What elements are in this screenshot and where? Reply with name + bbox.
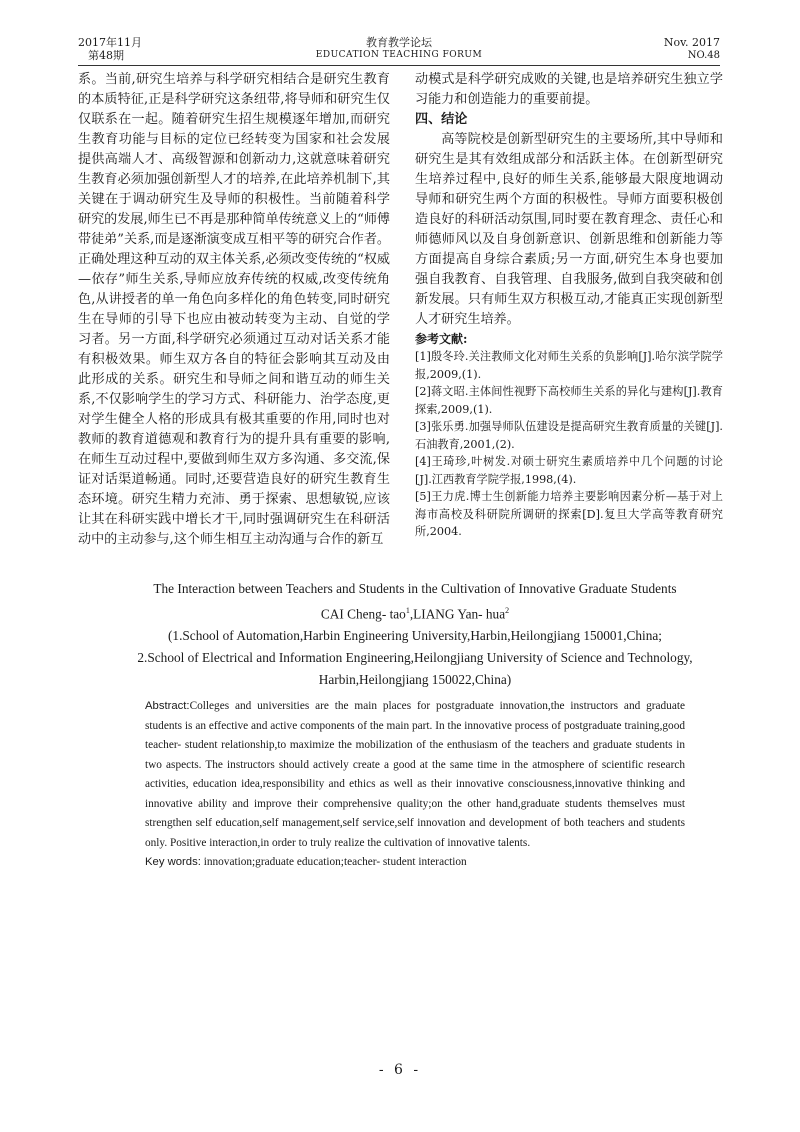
header-divider — [78, 65, 720, 66]
header-journal-cn: 教育教学论坛 — [366, 36, 432, 49]
keywords-label: Key words: — [145, 856, 201, 869]
reference-item: [4]王琦珍,叶树发.对硕士研究生素质培养中几个问题的讨论[J].江西教育学院学报,1998,(4). — [415, 455, 723, 486]
author-2-affil: 2 — [505, 606, 510, 615]
author-1: CAI Cheng- tao — [320, 606, 406, 622]
english-keywords — [145, 853, 685, 873]
header-date-cn: 2017年11月 — [78, 36, 142, 49]
english-authors — [145, 600, 685, 625]
affiliation-line-2: 2.School of Electrical and Information Engineering,Heilongjiang University of Science and Technology, — [137, 650, 693, 666]
page-header — [78, 36, 720, 66]
author-2: LIANG Yan- hua — [413, 606, 506, 622]
keywords-text: innovation;graduate education;teacher- student interaction — [200, 856, 467, 869]
conclusion-paragraph: 高等院校是创新型研究生的主要场所,其中导师和研究生是其有效组成部分和活跃主体。在创新型研究生培养过程中,良好的师生关系,能够最大限度地调动导师和研究生两个方面的积极性。导师方面要积极创造良好的科研活动氛围,同时要在教育理念、责任心和师德师风以及自身创新意识、创新思维和创新能力等方面提高自身综合素质;另一方面,研究生本身也要加强自我教育、自我管理、自我服务,做到自我突破和创新发展。只有师生双方积极互动,才能真正实现创新型人才研究生培养。 — [415, 132, 723, 327]
reference-item: [2]蒋文昭.主体间性视野下高校师生关系的异化与建构[J].教育探索,2009,(1). — [415, 385, 723, 416]
english-abstract — [145, 697, 685, 853]
reference-item: [3]张乐勇.加强导师队伍建设是提高研究生教育质量的关键[J].石油教育,2001,(2). — [415, 420, 723, 451]
english-abstract-block — [137, 578, 693, 873]
abstract-label: Abstract: — [145, 700, 190, 713]
body-paragraph-continuation: 动模式是科学研究成败的关键,也是培养研究生独立学习能力和创造能力的重要前提。 — [415, 72, 723, 107]
page-number: - 6 - — [378, 1062, 422, 1078]
left-column — [78, 70, 390, 550]
body-paragraph: 系。当前,研究生培养与科学研究相结合是研究生教育的本质特征,正是科学研究这条纽带,将导师和研究生仅仅联系在一起。随着研究生招生规模逐年增加,而研究生教育功能与目标的定位已经转变为国家和社会发展提供高端人才、高级智源和创新动力,这就意味着研究生教育必须加强创新型人才的培养,在此培养机制下,其关键在于调动研究生及导师的积极性。当前随着科学研究的发展,师生已不再是那种简单传统意义上的“师傅带徒弟”关系,而是逐渐演变成互相平等的研究合作者。正确处理这种互动的双主体关系,必须改变传统的“权威—依存”师生关系,导师应放弃传统的权威,改变传统角色,从讲授者的单一角色向多样化的角色转变,同时研究生在导师的引导下也应由被动转变为主动、自觉的学习者。另一方面,科学研究必须通过互动对话关系才能有积极效果。师生双方各自的特征会影响其互动及由此形成的关系。研究生和导师之间和谐互动的师生关系,不仅影响学生的学习方式、科研能力、治学态度,更对学生健全人格的形成具有极其重要的作用,同时也对教师的教育道德观和教育行为的提升具有重要的影响,在师生互动过程中,要做到师生双方多沟通、多交流,保证对话渠道畅通。同时,还要营造良好的研究生教育生态环境。研究生精力充沛、勇于探索、思想敏锐,应该让其在科研实践中增长才干,同时强调研究生在科研活动中的主动参与,这个师生相互主动沟通与合作的新互 — [78, 72, 391, 547]
author-1-affil: 1 — [405, 606, 410, 615]
reference-item: [5]王力虎.博士生创新能力培养主要影响因素分析—基于对上海市高校及科研院所调研的探索[D].复旦大学高等教育研究所,2004. — [415, 490, 723, 538]
abstract-text: Colleges and universities are the main places for postgraduate innovation,the instructors and graduate students is an effective and active components of the main part. In the innovative process of postgraduate training,good teacher- student relationship,to maximize the mobilization of the enthusiasm of the teachers and graduate students in two aspects. The instructors should actively create a good at the same time in the atmosphere of scientific research activities, education idea,responsibility and ethics as well as their innovative consciousness,innovative thinking and innovative ability and improve their comprehensive quality;on the other hand,graduate students themselves must strengthen self education,self management,self service,self innovation and development of both teachers and students only. Positive interaction,in order to truly realize the cultivation of innovative talents. — [145, 700, 685, 849]
section-title-conclusion: 四、结论 — [415, 112, 468, 127]
reference-list — [415, 348, 723, 541]
references-title: 参考文献: — [415, 332, 468, 346]
header-issue-en: NO.48 — [687, 50, 720, 61]
english-title: The Interaction between Teachers and Students in the Cultivation of Innovative Graduate Students — [153, 581, 677, 596]
author-separator: , — [409, 606, 414, 622]
right-column — [415, 70, 723, 541]
header-issue-cn: 第48期 — [88, 49, 124, 62]
header-journal-en: EDUCATION TEACHING FORUM — [315, 50, 483, 60]
affiliation-line-1: (1.School of Automation,Harbin Engineering University,Harbin,Heilongjiang 150001,China; — [168, 628, 662, 644]
reference-item: [1]殷冬玲.关注教师文化对师生关系的负影响[J].哈尔滨学院学报,2009,(1). — [415, 350, 723, 381]
affiliation-line-3: Harbin,Heilongjiang 150022,China) — [318, 672, 512, 688]
header-date-en: Nov. 2017 — [663, 36, 720, 49]
